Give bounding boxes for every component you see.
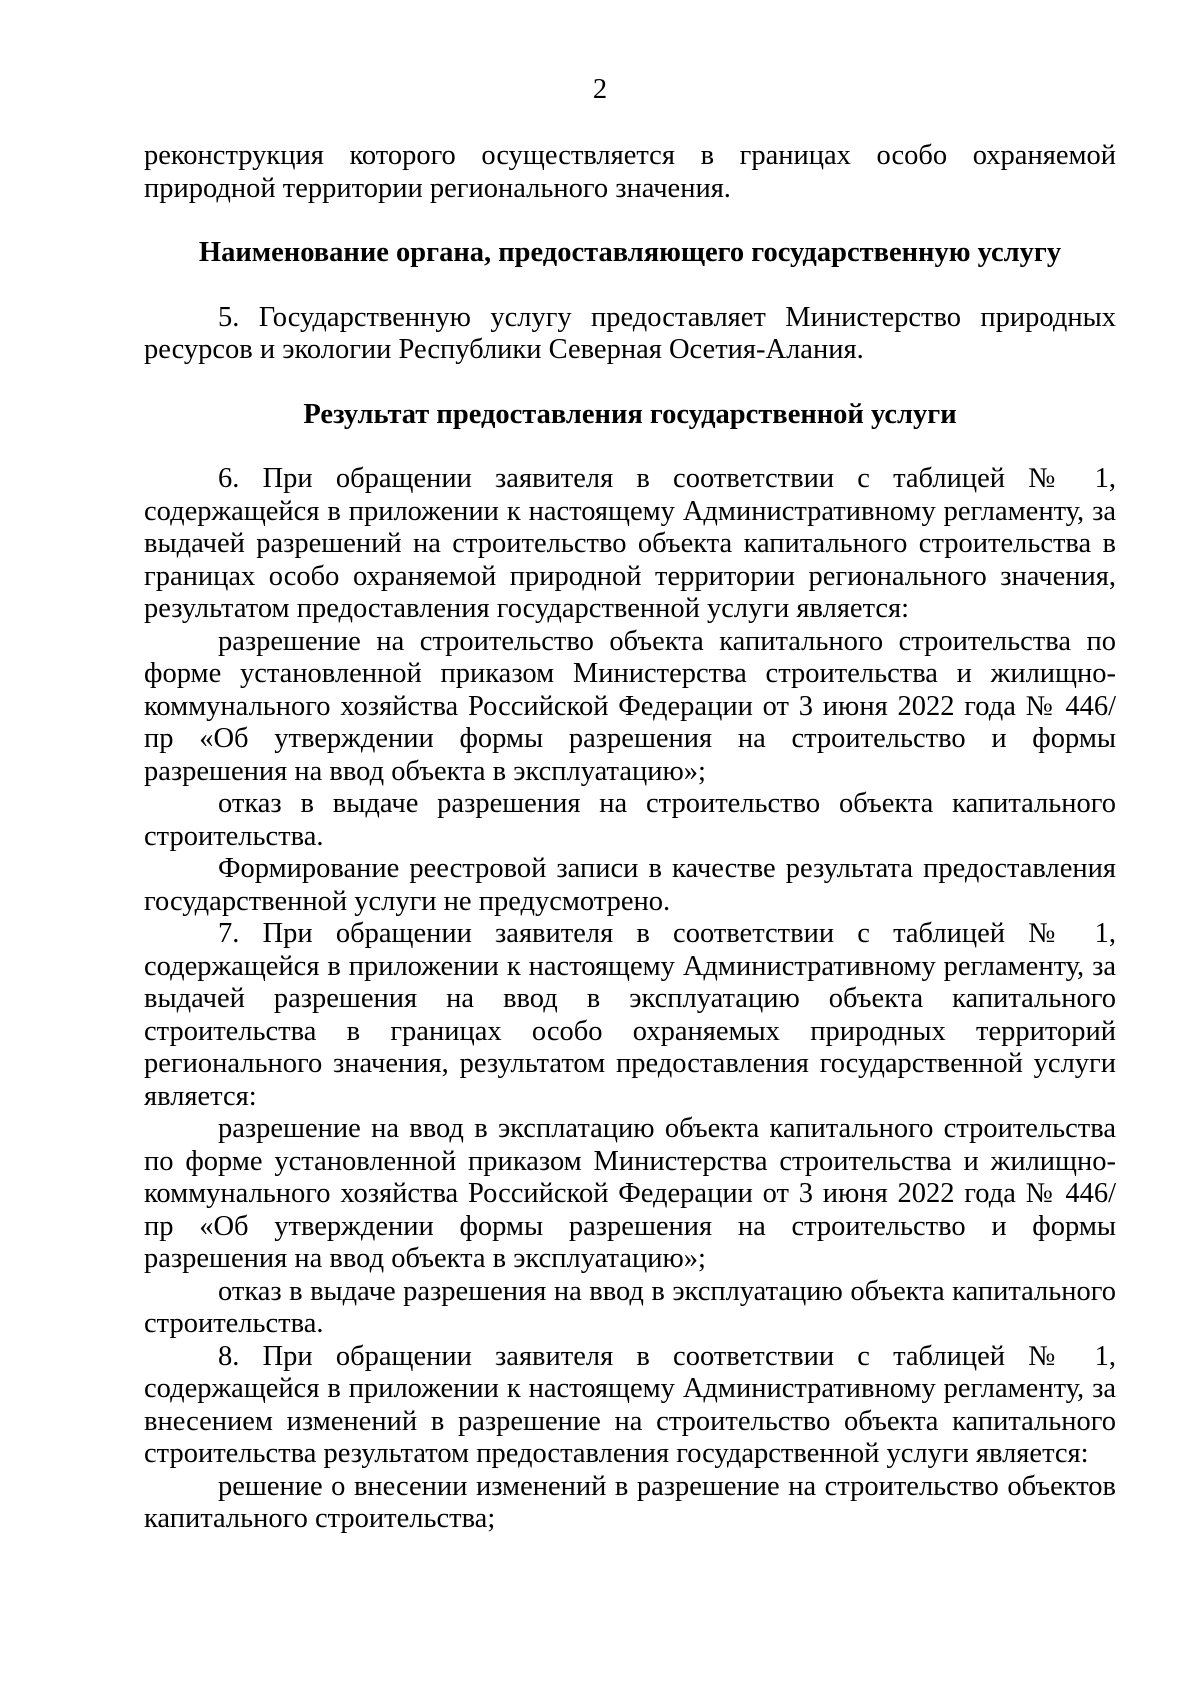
paragraph-7-refusal: отказ в выдаче разрешения на ввод в эксплуатацию объекта капитального строительства.: [144, 1275, 1116, 1339]
paragraph-8: 8. При обращении заявителя в соответствии с таблицей № 1, содержащейся в приложении к настоящему Административному регламенту, за внесением изменений в разрешение на строительство объекта капитального строительства результатом предоставления государственной услуги является:: [144, 1340, 1116, 1469]
paragraph-6-registry: Формирование реестровой записи в качестве результата предоставления государственной услуги не предусмотрено.: [144, 853, 1116, 917]
paragraph-7: 7. При обращении заявителя в соответствии с таблицей № 1, содержащейся в приложении к настоящему Административному регламенту, за выдачей разрешения на ввод в эксплуатацию объекта капитального строительства в границах особо охраняемых природных территорий регионального значения, результатом предоставления государственной услуги является:: [144, 918, 1116, 1112]
paragraph-8-decision: решение о внесении изменений в разрешение на строительство объектов капитального строительства;: [144, 1470, 1116, 1534]
paragraph-7-permit: разрешение на ввод в эксплатацию объекта капитального строительства по форме установленной приказом Министерства строительства и жилищно-коммунального хозяйства Российской Федерации от 3 июня 2022 года № 446/пр «Об утверждении формы разрешения на строительство и формы разрешения на ввод объекта в эксплуатацию»;: [144, 1113, 1116, 1274]
section-title-authority: Наименование органа, предоставляющего государственную услугу: [198, 237, 1062, 268]
paragraph-6-refusal: отказ в выдаче разрешения на строительство объекта капитального строительства.: [144, 788, 1116, 852]
section-title-result: Результат предоставления государственной услуги: [303, 398, 957, 430]
paragraph-5: 5. Государственную услугу предоставляет Министерство природных ресурсов и экологии Республики Северная Осетия-Алания.: [144, 301, 1116, 365]
paragraph-6-permit: разрешение на строительство объекта капитального строительства по форме установленной приказом Министерства строительства и жилищно-коммунального хозяйства Российской Федерации от 3 июня 2022 года № 446/пр «Об утверждении формы разрешения на строительство и формы разрешения на ввод объекта в эксплуатацию»;: [144, 625, 1116, 787]
paragraph-6: 6. При обращении заявителя в соответствии с таблицей № 1, содержащейся в приложении к настоящему Административному регламенту, за выдачей разрешений на строительство объекта капитального строительства в границах особо охраняемой природной территории регионального значения, результатом предоставления государственной услуги является:: [144, 463, 1116, 624]
document-body: [144, 140, 1116, 1536]
intro-paragraph: реконструкция которого осуществляется в границах особо охраняемой природной территории регионального значения.: [144, 140, 1116, 204]
page-number: 2: [592, 74, 608, 105]
